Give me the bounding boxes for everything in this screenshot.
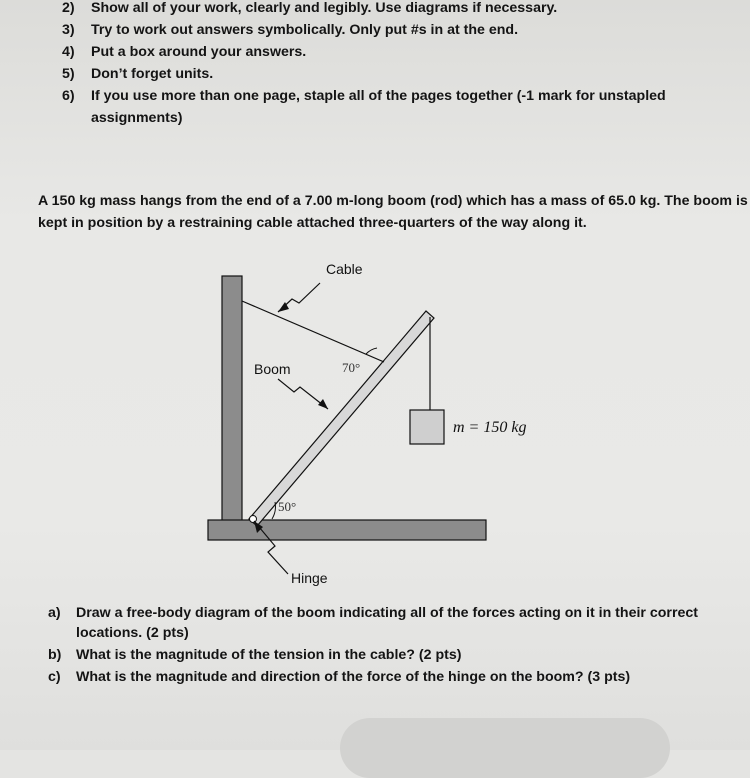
instruction-item: 2) Show all of your work, clearly and legibly. Use diagrams if necessary. bbox=[62, 0, 558, 16]
cable-line bbox=[242, 301, 384, 362]
hinge-pin bbox=[250, 516, 257, 523]
bottom-shadow bbox=[340, 718, 670, 778]
boom-leader-arrowhead bbox=[318, 399, 328, 409]
question-item: a) Draw a free-body diagram of the boom indicating all of the forces acting on it in their correct locations. (2 pts) bbox=[48, 605, 698, 641]
questions-list bbox=[48, 603, 738, 689]
question-item: b) What is the magnitude of the tension in the cable? (2 pts) bbox=[48, 647, 462, 663]
cable-label: Cable bbox=[326, 261, 363, 277]
instruction-item: 3) Try to work out answers symbolically. Only put #s in at the end. bbox=[62, 22, 519, 38]
instructions-list bbox=[62, 0, 742, 129]
instruction-item: 6) If you use more than one page, staple all of the pages together (-1 mark for unstapled assignments) bbox=[62, 88, 666, 126]
boom-diagram-svg bbox=[200, 255, 560, 590]
angle-bottom-label: 50° bbox=[278, 499, 297, 514]
instruction-item: 5) Don’t forget units. bbox=[62, 66, 214, 82]
angle-top-label: 70° bbox=[342, 360, 361, 375]
angle-top-arc bbox=[366, 348, 377, 354]
instruction-item: 4) Put a box around your answers. bbox=[62, 44, 307, 60]
mass-label: m = 150 kg bbox=[453, 419, 527, 436]
mass-block bbox=[410, 410, 444, 444]
floor bbox=[208, 520, 486, 540]
boom-label: Boom bbox=[254, 361, 291, 377]
problem-statement: A 150 kg mass hangs from the end of a 7.00 m-long boom (rod) which has a mass of 65.0 kg. The boom is kept in position by a restraining cable attached three-quarters of the way along it. bbox=[38, 193, 748, 231]
wall bbox=[222, 276, 242, 522]
question-item: c) What is the magnitude and direction of the force of the hinge on the boom? (3 pts) bbox=[48, 669, 631, 685]
boom-diagram bbox=[200, 255, 560, 590]
hinge-label: Hinge bbox=[291, 570, 328, 586]
